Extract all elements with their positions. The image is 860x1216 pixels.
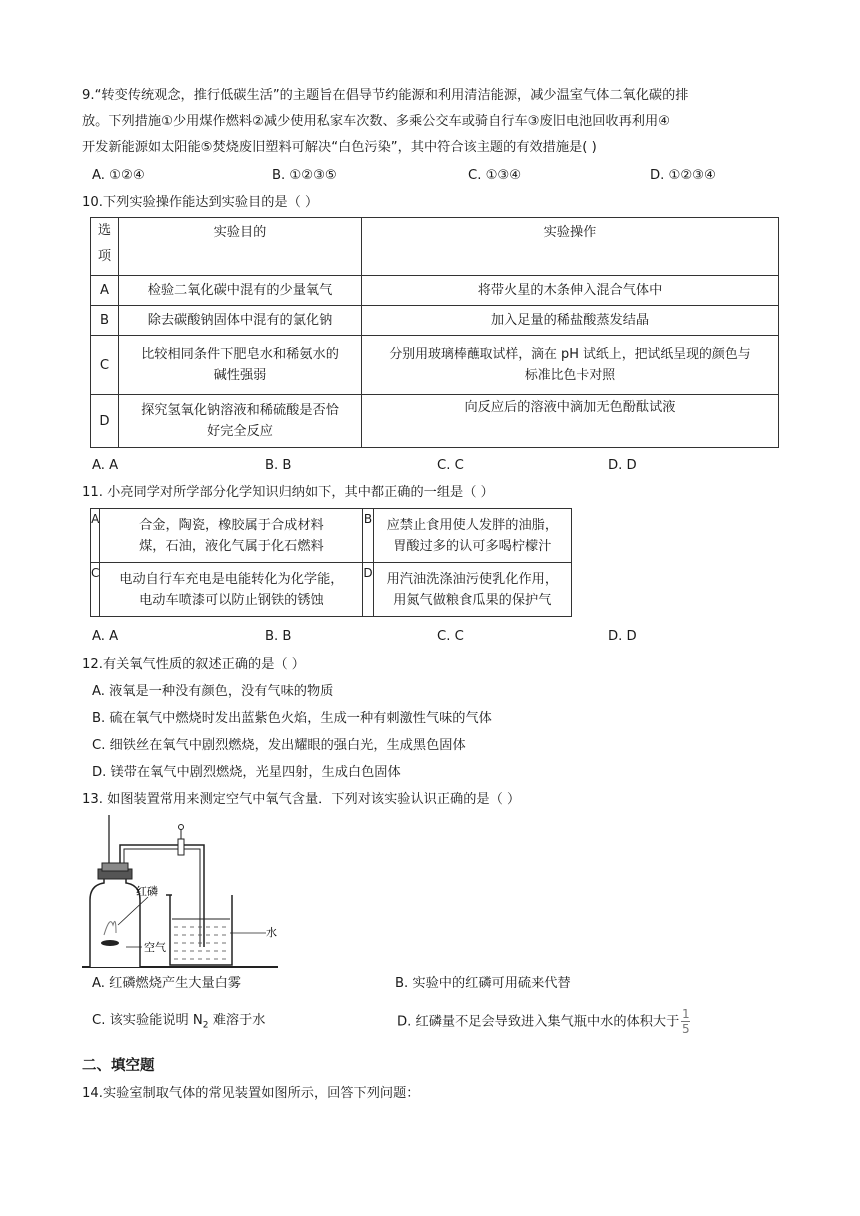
q9-option-a[interactable]: A. ①②④	[92, 168, 145, 183]
q10-row-d-key: D	[91, 395, 119, 448]
q11-option-a[interactable]: A. A	[92, 629, 119, 644]
q10-option-a[interactable]: A. A	[92, 458, 119, 473]
q10-header-operation: 实验操作	[362, 218, 779, 276]
q10-row-c-key: C	[91, 336, 119, 395]
q13-option-a[interactable]: A. 红磷燃烧产生大量白雾	[92, 976, 242, 991]
q11-cell-c-key: C	[91, 563, 100, 617]
q14-stem: 14.实验室制取气体的常见装置如图所示，回答下列问题：	[82, 1086, 420, 1101]
q9-stem-line2: 放。下列措施①少用煤作燃料②减少使用私家车次数、多乘公交车或骑自行车③废旧电池回收再利用④	[82, 114, 670, 129]
q12-option-c[interactable]: C. 细铁丝在氧气中剧烈燃烧，发出耀眼的强白光，生成黑色固体	[92, 738, 466, 753]
q10-row-d	[91, 395, 779, 448]
q12-stem: 12.有关氧气性质的叙述正确的是（ ）	[82, 657, 305, 672]
q11-row-cd	[91, 563, 572, 617]
q11-table	[90, 508, 572, 617]
q10-stem: 10.下列实验操作能达到实验目的是（ ）	[82, 195, 319, 210]
q13-stem: 13. 如图装置常用来测定空气中氧气含量．下列对该实验认识正确的是（ ）	[82, 792, 521, 807]
q11-option-c[interactable]: C. C	[437, 629, 464, 644]
q13-option-c[interactable]: C. 该实验能说明 $N_2$ 难溶于水	[92, 1013, 266, 1031]
q10-row-a	[91, 276, 779, 306]
q11-cell-b-key: B	[363, 509, 373, 563]
q10-row-b-purpose: 除去碳酸钠固体中混有的氯化钠	[119, 306, 362, 336]
figure-label-water: 水	[266, 926, 277, 939]
figure-label-air: 空气	[144, 941, 166, 954]
q9-stem-line1: 9.“转变传统观念，推行低碳生活”的主题旨在倡导节约能源和利用清洁能源，减少温室气体二氧化碳的排	[82, 88, 689, 103]
figure-label-phosphorus: 红磷	[136, 885, 158, 898]
q11-cell-d: 用汽油洗涤油污使乳化作用， 用氮气做粮食瓜果的保护气	[373, 563, 571, 617]
q13-apparatus-figure	[80, 815, 280, 973]
q11-option-b[interactable]: B. B	[265, 629, 292, 644]
q10-row-c	[91, 336, 779, 395]
q10-option-b[interactable]: B. B	[265, 458, 292, 473]
q11-cell-a-key: A	[91, 509, 100, 563]
q9-option-d[interactable]: D. ①②③④	[650, 168, 716, 183]
q10-row-a-purpose: 检验二氧化碳中混有的少量氧气	[119, 276, 362, 306]
q10-row-d-operation: 向反应后的溶液中滴加无色酚酞试液	[362, 395, 779, 448]
q10-table	[90, 217, 779, 448]
q11-cell-d-key: D	[363, 563, 373, 617]
q10-header-key: 选 项	[91, 218, 119, 276]
q13-option-b[interactable]: B. 实验中的红磷可用硫来代替	[395, 976, 571, 991]
q10-row-b-key: B	[91, 306, 119, 336]
q11-cell-a: 合金，陶瓷，橡胶属于合成材料 煤，石油，液化气属于化石燃料	[100, 509, 363, 563]
q11-cell-b: 应禁止食用使人发胖的油脂， 胃酸过多的认可多喝柠檬汁	[373, 509, 571, 563]
q10-row-a-operation: 将带火星的木条伸入混合气体中	[362, 276, 779, 306]
q10-row-c-purpose: 比较相同条件下肥皂水和稀氨水的 碱性强弱	[119, 336, 362, 395]
q10-row-b	[91, 306, 779, 336]
q9-stem-line3: 开发新能源如太阳能⑤焚烧废旧塑料可解决“白色污染”，其中符合该主题的有效措施是( )	[82, 140, 597, 155]
section-fill-in-title: 二、填空题	[82, 1058, 155, 1074]
q10-option-d[interactable]: D. D	[608, 458, 637, 473]
q9-option-c[interactable]: C. ①③④	[468, 168, 522, 183]
q9-option-b[interactable]: B. ①②③⑤	[272, 168, 337, 183]
q10-header-purpose: 实验目的	[119, 218, 362, 276]
q10-row-d-purpose: 探究氢氧化钠溶液和稀硫酸是否恰 好完全反应	[119, 395, 362, 448]
q13-option-d[interactable]: D. 红磷量不足会导致进入集气瓶中水的体积大于 $\frac{1}{5}$	[397, 1007, 690, 1036]
q10-option-c[interactable]: C. C	[437, 458, 464, 473]
q11-cell-c: 电动自行车充电是电能转化为化学能， 电动车喷漆可以防止钢铁的锈蚀	[100, 563, 363, 617]
q12-option-d[interactable]: D. 镁带在氧气中剧烈燃烧，光星四射，生成白色固体	[92, 765, 401, 780]
apparatus-drawing	[80, 815, 280, 973]
fraction-one-fifth: $\frac{1}{5}$	[681, 1007, 690, 1036]
q11-row-ab	[91, 509, 572, 563]
q10-row-b-operation: 加入足量的稀盐酸蒸发结晶	[362, 306, 779, 336]
q10-header-row	[91, 218, 779, 276]
q12-option-b[interactable]: B. 硫在氧气中燃烧时发出蓝紫色火焰，生成一种有刺激性气味的气体	[92, 711, 492, 726]
q10-row-a-key: A	[91, 276, 119, 306]
q10-row-c-operation: 分别用玻璃棒蘸取试样，滴在 pH 试纸上，把试纸呈现的颜色与 标准比色卡对照	[362, 336, 779, 395]
q11-option-d[interactable]: D. D	[608, 629, 637, 644]
q11-stem: 11. 小亮同学对所学部分化学知识归纳如下，其中都正确的一组是（ ）	[82, 485, 494, 500]
q12-option-a[interactable]: A. 液氧是一种没有颜色，没有气味的物质	[92, 684, 334, 699]
